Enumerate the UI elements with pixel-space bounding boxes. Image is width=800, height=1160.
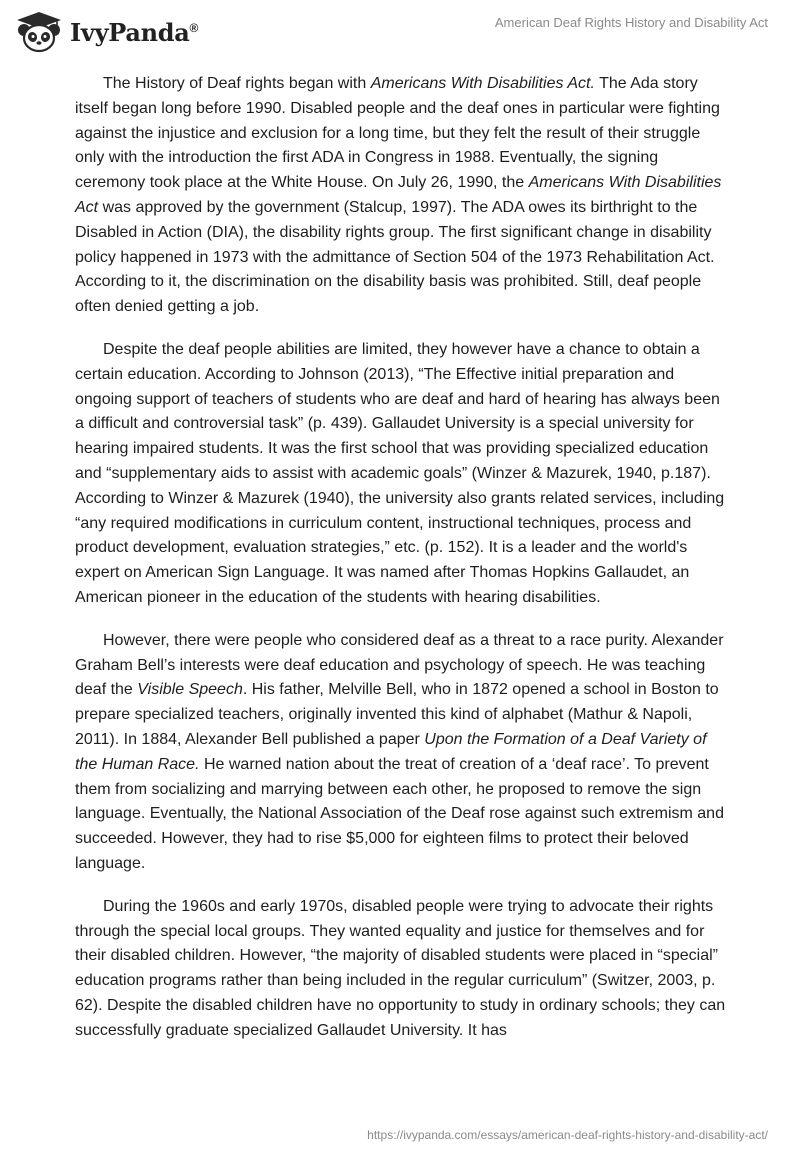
paragraph-text: . His father, Melville Bell, who in 1872 opened a school in Boston to prepare specialized teachers, originally invented this kind of alphabet (Mathur & Napoli, 2011). In 1884, Alexander Bell published a paper (75, 681, 719, 748)
paragraph-text: However, there were people who considered deaf as a threat to a race purity. Alexander Graham Bell’s interests were deaf education and psychology of speech. He was teaching deaf the (75, 631, 724, 699)
page-header (0, 0, 800, 60)
paragraph-text: He warned nation about the treat of creation of a ‘deaf race’. To prevent them from socializing and marrying between each other, he proposed to remove the sign language. Eventually, the National Association of the Deaf rose against such extremism and succeeded. However, they had to rise $5,000 for eighteen films to protect their beloved language. (75, 755, 724, 872)
italic-text: Americans With Disabilities Act (75, 174, 722, 216)
panda-graduate-icon (14, 10, 64, 54)
paragraph-text: The Ada story itself began long before 1990. Disabled people and the deaf ones in particular were fighting against the injustice and exclusion for a long time, but they felt the result of their struggle only with the introduction the first ADA in Congress in 1988. Eventually, the signing ceremony took place at the White House. On July 26, 1990, the (75, 75, 720, 192)
paragraph-text: The History of Deaf rights began with (103, 75, 371, 92)
italic-text: Americans With Disabilities Act. (370, 75, 595, 92)
essay-paragraph (75, 895, 727, 1044)
paragraph-text: During the 1960s and early 1970s, disabled people were trying to advocate their rights through the special local groups. They wanted equality and justice for themselves and for their disabled children. However, “the majority of disabled students were placed in “special” education programs rather than being included in the regular curriculum” (Switzer, 2003, p. 62). Despite the disabled children have no opportunity to study in ordinary schools; they can successfully graduate specialized Gallaudet University. It has (75, 897, 726, 1039)
source-url[interactable]: https://ivypanda.com/essays/american-deaf-rights-history-and-disability-act/ (367, 1128, 768, 1142)
italic-text: Upon the Formation of a Deaf Variety of the Human Race. (75, 730, 707, 773)
paragraph-text: Despite the deaf people abilities are limited, they however have a chance to obtain a certain education. According to Johnson (2013), “The Effective initial preparation and ongoing support of teachers of students who are deaf and hard of hearing has always been a difficult and controversial task” (p. 439). Gallaudet University is a special university for hearing impaired students. It was the first school that was providing specialized education and “supplementary aids to assist with academic goals” (Winzer & Mazurek, 1940, p.187). According to Winzer & Mazurek (1940), the university also grants related services, including “any required modifications in curriculum content, instructional techniques, process and product development, evaluation strategies,” etc. (p. 152). It is a leader and the world's expert on American Sign Language. It was named after Thomas Hopkins Gallaudet, an American pioneer in the education of the students with hearing disabilities. (75, 340, 725, 606)
essay-paragraph (75, 338, 727, 611)
paragraph-text: was approved by the government (Stalcup, 1997). The ADA owes its birthright to the Disabled in Action (DIA), the disability rights group. The first significant change in disability policy happened in 1973 with the admittance of Section 504 of the 1973 Rehabilitation Act. According to it, the discrimination on the disability basis was prohibited. Still, deaf people often denied getting a job. (75, 198, 715, 316)
document-title: American Deaf Rights History and Disability Act (494, 15, 768, 30)
essay-paragraph (75, 72, 727, 320)
italic-text: Visible Speech (137, 681, 243, 699)
essay-paragraph (75, 629, 727, 877)
brand-name: IvyPanda® (70, 17, 198, 47)
brand-logo[interactable] (14, 10, 198, 54)
essay-body (75, 72, 727, 1061)
